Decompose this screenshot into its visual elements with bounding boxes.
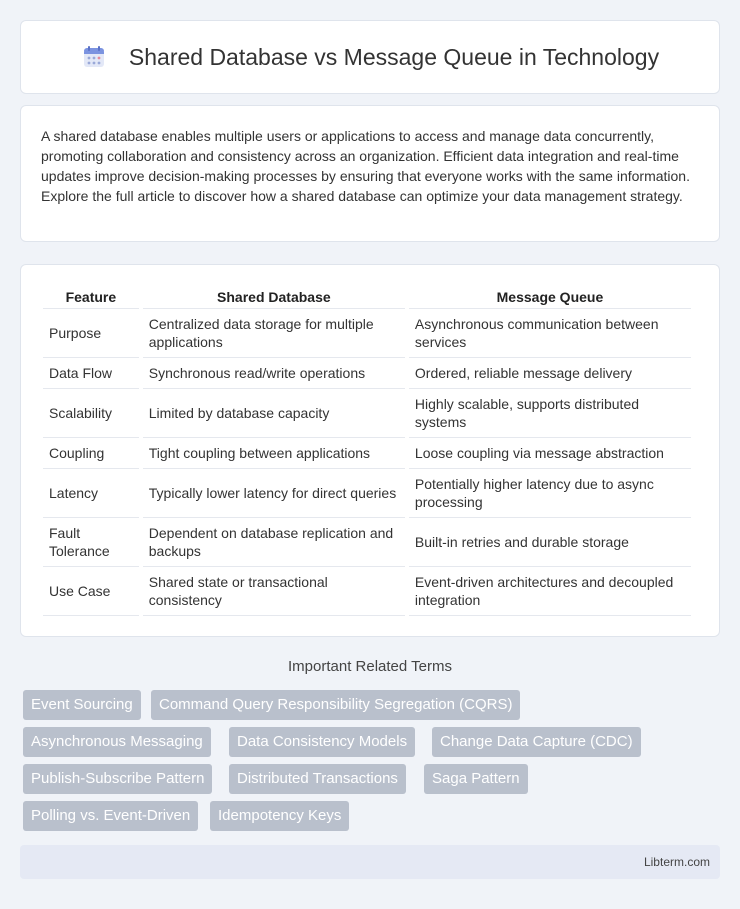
message-queue-cell: Highly scalable, supports distributed systems	[409, 389, 691, 438]
table-header-row	[43, 285, 691, 309]
page-title-text: Shared Database vs Message Queue in Technology	[128, 43, 660, 70]
related-term-tag[interactable]: Publish-Subscribe Pattern	[23, 764, 212, 794]
related-terms-title: Important Related Terms	[288, 658, 452, 675]
shared-database-cell: Synchronous read/write operations	[143, 358, 405, 389]
related-term-tag[interactable]: Command Query Responsibility Segregation (CQRS)	[151, 690, 520, 720]
related-term-tag[interactable]: Saga Pattern	[424, 764, 528, 794]
shared-database-cell: Tight coupling between applications	[143, 438, 405, 469]
feature-cell: Latency	[43, 469, 139, 518]
table-row	[43, 358, 691, 389]
feature-cell: Purpose	[43, 309, 139, 358]
table-row	[43, 567, 691, 616]
shared-database-cell: Limited by database capacity	[143, 389, 405, 438]
table-row	[43, 469, 691, 518]
related-term-tag[interactable]: Change Data Capture (CDC)	[432, 727, 641, 757]
shared-database-cell: Dependent on database replication and backups	[143, 518, 405, 567]
message-queue-cell: Loose coupling via message abstraction	[409, 438, 691, 469]
column-header-shared-database: Shared Database	[143, 285, 405, 309]
intro-text: A shared database enables multiple users or applications to access and manage data concurrently, promoting collaboration and consistency across an organization. Efficient data integration and real-time updates improve decision-making processes by ensuring that everyone works with the same information. Explore the full article to discover how a shared database can optimize your data management strategy.	[41, 128, 690, 204]
message-queue-cell: Built-in retries and durable storage	[409, 518, 691, 567]
message-queue-cell: Asynchronous communication between services	[409, 309, 691, 358]
message-queue-cell: Ordered, reliable message delivery	[409, 358, 691, 389]
shared-database-cell: Shared state or transactional consistency	[143, 567, 405, 616]
footer-site-link[interactable]: Libterm.com	[643, 855, 710, 869]
calendar-icon	[81, 44, 107, 70]
table-row	[43, 518, 691, 567]
message-queue-cell: Event-driven architectures and decoupled integration	[409, 567, 691, 616]
column-header-feature: Feature	[43, 285, 139, 309]
related-term-tag[interactable]: Event Sourcing	[23, 690, 141, 720]
table-row	[43, 309, 691, 358]
intro-card	[20, 105, 720, 242]
related-term-tag[interactable]: Asynchronous Messaging	[23, 727, 211, 757]
feature-cell: Use Case	[43, 567, 139, 616]
related-term-tag[interactable]: Data Consistency Models	[229, 727, 415, 757]
feature-cell: Data Flow	[43, 358, 139, 389]
shared-database-cell: Typically lower latency for direct queries	[143, 469, 405, 518]
feature-cell: Scalability	[43, 389, 139, 438]
title-card	[20, 20, 720, 94]
table-row	[43, 389, 691, 438]
comparison-card	[20, 264, 720, 637]
feature-cell: Coupling	[43, 438, 139, 469]
related-term-tag[interactable]: Polling vs. Event-Driven	[23, 801, 198, 831]
table-row	[43, 438, 691, 469]
related-term-tag[interactable]: Distributed Transactions	[229, 764, 406, 794]
related-term-tag[interactable]: Idempotency Keys	[210, 801, 349, 831]
shared-database-cell: Centralized data storage for multiple applications	[143, 309, 405, 358]
comparison-table	[39, 285, 695, 616]
page-title	[81, 44, 659, 71]
footer	[20, 845, 720, 879]
message-queue-cell: Potentially higher latency due to async processing	[409, 469, 691, 518]
column-header-message-queue: Message Queue	[409, 285, 691, 309]
feature-cell: Fault Tolerance	[43, 518, 139, 567]
